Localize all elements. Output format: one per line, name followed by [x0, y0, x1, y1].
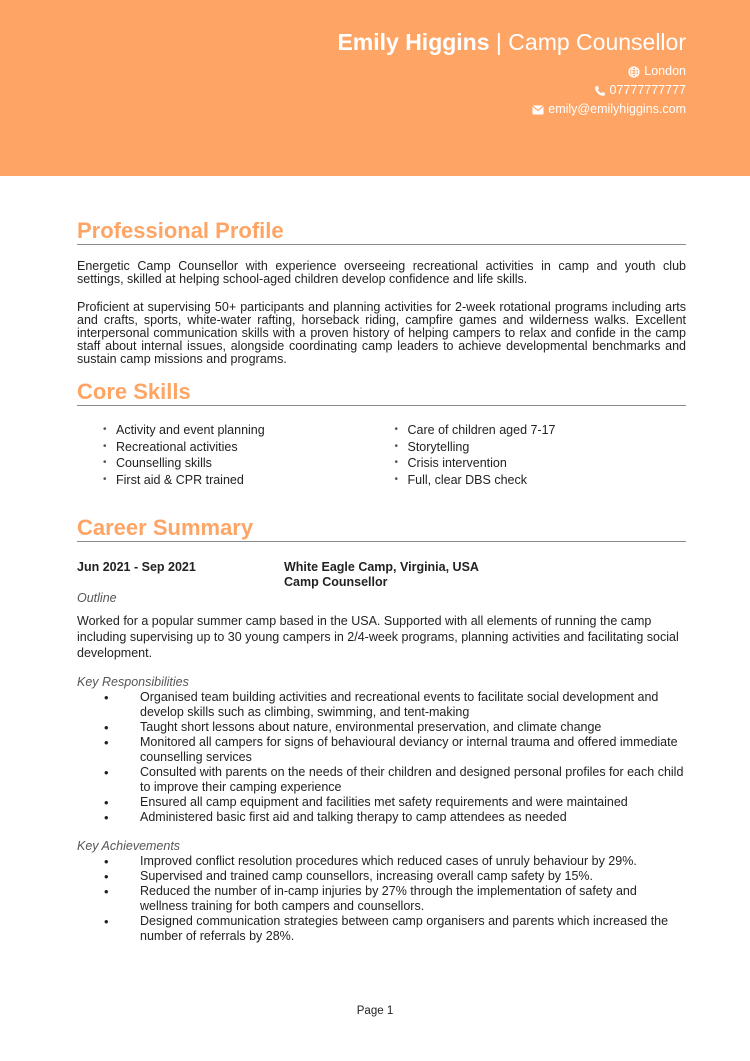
- contact-phone-text: 07777777777: [609, 83, 686, 97]
- skill-item: • First aid & CPR trained: [103, 472, 395, 489]
- contact-location: [532, 62, 686, 81]
- skills-column-left: [103, 422, 395, 488]
- page-number: Page 1: [356, 1005, 394, 1017]
- achievement-item: • Reduced the number of in-camp injuries by 27% through the implementation of safety and wellness training for both campers and counsellors.: [104, 884, 686, 914]
- responsibilities-list: [104, 690, 686, 825]
- skill-item: • Recreational activities: [103, 439, 395, 456]
- achievement-item: • Improved conflict resolution procedures which reduced cases of unruly behaviour by 29%.: [104, 854, 686, 869]
- responsibility-item: • Taught short lessons about nature, environmental preservation, and climate change: [104, 720, 686, 735]
- job-info: [284, 560, 479, 590]
- candidate-name: Emily Higgins: [337, 29, 490, 55]
- envelope-icon: [532, 104, 544, 116]
- title-separator: |: [489, 29, 509, 55]
- responsibility-item: • Organised team building activities and recreational events to facilitate social development and develop skills such as climbing, swimming, and tent-making: [104, 690, 686, 720]
- job-header: [77, 560, 686, 590]
- contact-email: [532, 100, 686, 119]
- section-title-career: Career Summary: [77, 515, 686, 542]
- responsibility-item: • Consulted with parents on the needs of their children and designed personal profiles for each child to improve their camping experience: [104, 765, 686, 795]
- resume-header: [0, 0, 750, 176]
- skill-item: • Care of children aged 7-17: [395, 422, 687, 439]
- skills-column-right: [395, 422, 687, 488]
- responsibility-item: • Monitored all campers for signs of behavioural deviancy or internal trauma and offered immediate counselling services: [104, 735, 686, 765]
- profile-paragraph-1: Energetic Camp Counsellor with experience overseeing recreational activities in camp and youth club settings, skilled at helping school-aged children develop confidence and life skills.: [77, 259, 686, 286]
- responsibility-item: • Ensured all camp equipment and facilities met safety requirements and were maintained: [104, 795, 686, 810]
- profile-paragraph-2: Proficient at supervising 50+ participants and planning activities for 2-week rotational programs including arts and crafts, sports, white-water rafting, horseback riding, campfire games and wilderness walks. Excellent interpersonal communication skills with a proven history of helping campers to relax and confide in the camp staff about internal issues, alongside coordinating camp leaders to achieve developmental benchmarks and sustain camp missions and programs.: [77, 300, 686, 366]
- section-title-skills: Core Skills: [77, 379, 686, 406]
- skill-item: • Activity and event planning: [103, 422, 395, 439]
- resume-body: [77, 218, 686, 944]
- job-outline: Worked for a popular summer camp based in the USA. Supported with all elements of running the camp including supervising up to 30 young campers in 2/4-week programs, planning activities and facilitating social development.: [77, 614, 679, 660]
- contact-phone: [532, 81, 686, 100]
- globe-icon: [628, 66, 640, 78]
- skill-item: • Full, clear DBS check: [395, 472, 687, 489]
- skill-item: • Crisis intervention: [395, 455, 687, 472]
- achievement-item: • Designed communication strategies between camp organisers and parents which increased the number of referrals by 28%.: [104, 914, 686, 944]
- contact-location-text: London: [644, 64, 686, 78]
- job-position: Camp Counsellor: [284, 575, 388, 589]
- contact-email-text: emily@emilyhiggins.com: [548, 102, 686, 116]
- achievements-list: [104, 854, 686, 944]
- skills-list: [103, 422, 686, 488]
- name-title: [337, 27, 686, 57]
- contact-list: [532, 62, 686, 119]
- achievements-label: Key Achievements: [77, 839, 181, 853]
- skill-item: • Storytelling: [395, 439, 687, 456]
- skill-item: • Counselling skills: [103, 455, 395, 472]
- responsibilities-label: Key Responsibilities: [77, 675, 189, 689]
- achievement-item: • Supervised and trained camp counsellors, increasing overall camp safety by 15%.: [104, 869, 686, 884]
- section-title-profile: Professional Profile: [77, 218, 686, 245]
- outline-label: Outline: [77, 591, 117, 605]
- job-dates: Jun 2021 - Sep 2021: [77, 560, 196, 574]
- candidate-role: Camp Counsellor: [508, 29, 686, 55]
- responsibility-item: • Administered basic first aid and talking therapy to camp attendees as needed: [104, 810, 686, 825]
- phone-icon: [594, 85, 606, 97]
- job-employer: White Eagle Camp, Virginia, USA: [284, 560, 479, 574]
